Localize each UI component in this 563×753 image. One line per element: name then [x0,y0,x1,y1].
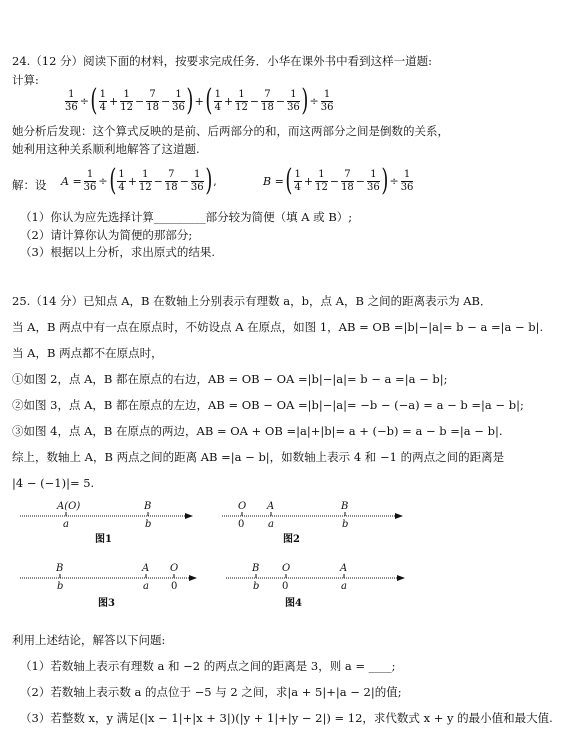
q24-expression: $\frac{1}{36}$ ÷( $\frac{1}{4}$ + $\frac{1}{12}$ − $\frac{7}{18}$ − $\frac{1}{36}$ )+( $\frac{1}{4}$ + $\frac{1}{12}$ − $\frac{7}{18}$ − $\frac{1}{36}$ )÷ $\frac{1}{36}$ [65,83,334,118]
fig2-label-B: B [341,501,349,512]
fig2-label-O: O [238,501,247,512]
q24-analysis-2: 她利用这种关系顺利地解答了这道题. [12,142,200,156]
fig2-caption: 图2 [283,534,300,545]
fig2-label-a: a [268,519,274,530]
q25-part1: （1）若数轴上表示有理数 a 和 −2 的两点之间的距离是 3，则 a = ____; [20,659,396,673]
fig1-label-AO: A(O) [57,501,81,512]
fig3-label-b: b [57,581,64,592]
fig2-label-A: A [267,501,275,512]
fig4-label-A: A [340,563,348,574]
fig4-label-B: B [252,563,260,574]
fig1-label-B: B [144,501,152,512]
q24-def-B: B =( $\frac{1}{4}$ + $\frac{1}{12}$ − $\frac{7}{18}$ − $\frac{1}{36}$ )÷ $\frac{1}{36}$ [263,163,414,198]
figure-2 [222,501,402,545]
q25-part3: （3）若整数 x，y 满足(|x − 1|+|x + 3|)(|y + 1|+|y − 2|) = 12，求代数式 x + y 的最小值和最大值. [20,711,553,725]
fig4-label-b: b [253,581,260,592]
fig3-label-B: B [56,563,64,574]
fig3-label-a: a [143,581,149,592]
q24-sub2: （2）请计算你认为简便的那部分; [20,228,193,242]
q24-sub1: （1）你认为应先选择计算_________部分较为简便（填 A 或 B）; [20,210,353,224]
figure-4 [226,563,404,609]
q24-A-label: A = [61,174,82,188]
q24-analysis: 她分析后发现：这个算式反映的是前、后两部分的和，而这两部分之间是倒数的关系， [12,124,449,138]
q25-case-1: ①如图 2，点 A，B 都在原点的右边，AB = OB − OA =|b|−|a|= b − a =|a − b|; [12,372,448,386]
q24-def-A: A = $\frac{1}{36}$ ÷( $\frac{1}{4}$ + $\frac{1}{12}$ − $\frac{7}{18}$ − $\frac{1}{36}$ ), [61,163,217,198]
q25-summary: 综上，数轴上 A，B 两点之间的距离 AB =|a − b|，如数轴上表示 4 和 −1 的两点之间的距离是 [12,450,505,464]
q24-intro: 24.（12 分）阅读下面的材料，按要求完成任务．小华在课外书中看到这样一道题: [12,54,432,68]
figure-3 [20,563,196,609]
fig1-label-a: a [63,519,69,530]
fig1-caption: 图1 [95,534,112,545]
q25-prompt: 利用上述结论，解答以下问题: [12,633,166,647]
q24-solve-label: 解：设 [12,178,47,192]
fig2-label-0: 0 [238,519,245,530]
fig4-caption: 图4 [285,598,302,609]
fig4-label-a: a [341,581,347,592]
figure-1 [20,501,192,545]
q25-summary-example: |4 − (−1)|= 5. [12,476,95,490]
q25-case-2: ②如图 3，点 A，B 都在原点的左边，AB = OB − OA =|b|−|a|= −b − (−a) = a − b =|a − b|; [12,398,524,412]
fig3-label-A: A [142,563,150,574]
fig3-label-0: 0 [171,581,178,592]
q25-case-nonorigin: 当 A，B 两点都不在原点时， [12,346,163,360]
q25-intro: 25.（14 分）已知点 A，B 在数轴上分别表示有理数 a，b，点 A，B 之间的距离表示为 AB． [12,294,492,308]
fig4-label-O: O [282,563,291,574]
q24-calc-label: 计算: [12,73,39,87]
q25-case-3: ③如图 4，点 A，B 在原点的两边，AB = OA + OB =|a|+|b|= a + (−b) = a − b =|a − b|. [12,424,503,438]
number-line-figures [0,494,563,634]
fig4-label-0: 0 [282,581,289,592]
fig2-label-b: b [342,519,349,530]
fig3-label-O: O [170,563,179,574]
q25-case-origin: 当 A，B 两点中有一点在原点时，不妨设点 A 在原点，如图 1，AB = OB =|b|−|a|= b − a =|a − b|. [12,320,544,334]
q25-part2: （2）若数轴上表示数 a 的点位于 −5 与 2 之间，求|a + 5|+|a − 2|的值; [20,685,402,699]
q24-sub3: （3）根据以上分析，求出原式的结果. [20,245,215,259]
fig3-caption: 图3 [98,598,115,609]
q24-B-label: B = [263,174,284,188]
fig1-label-b: b [145,519,152,530]
